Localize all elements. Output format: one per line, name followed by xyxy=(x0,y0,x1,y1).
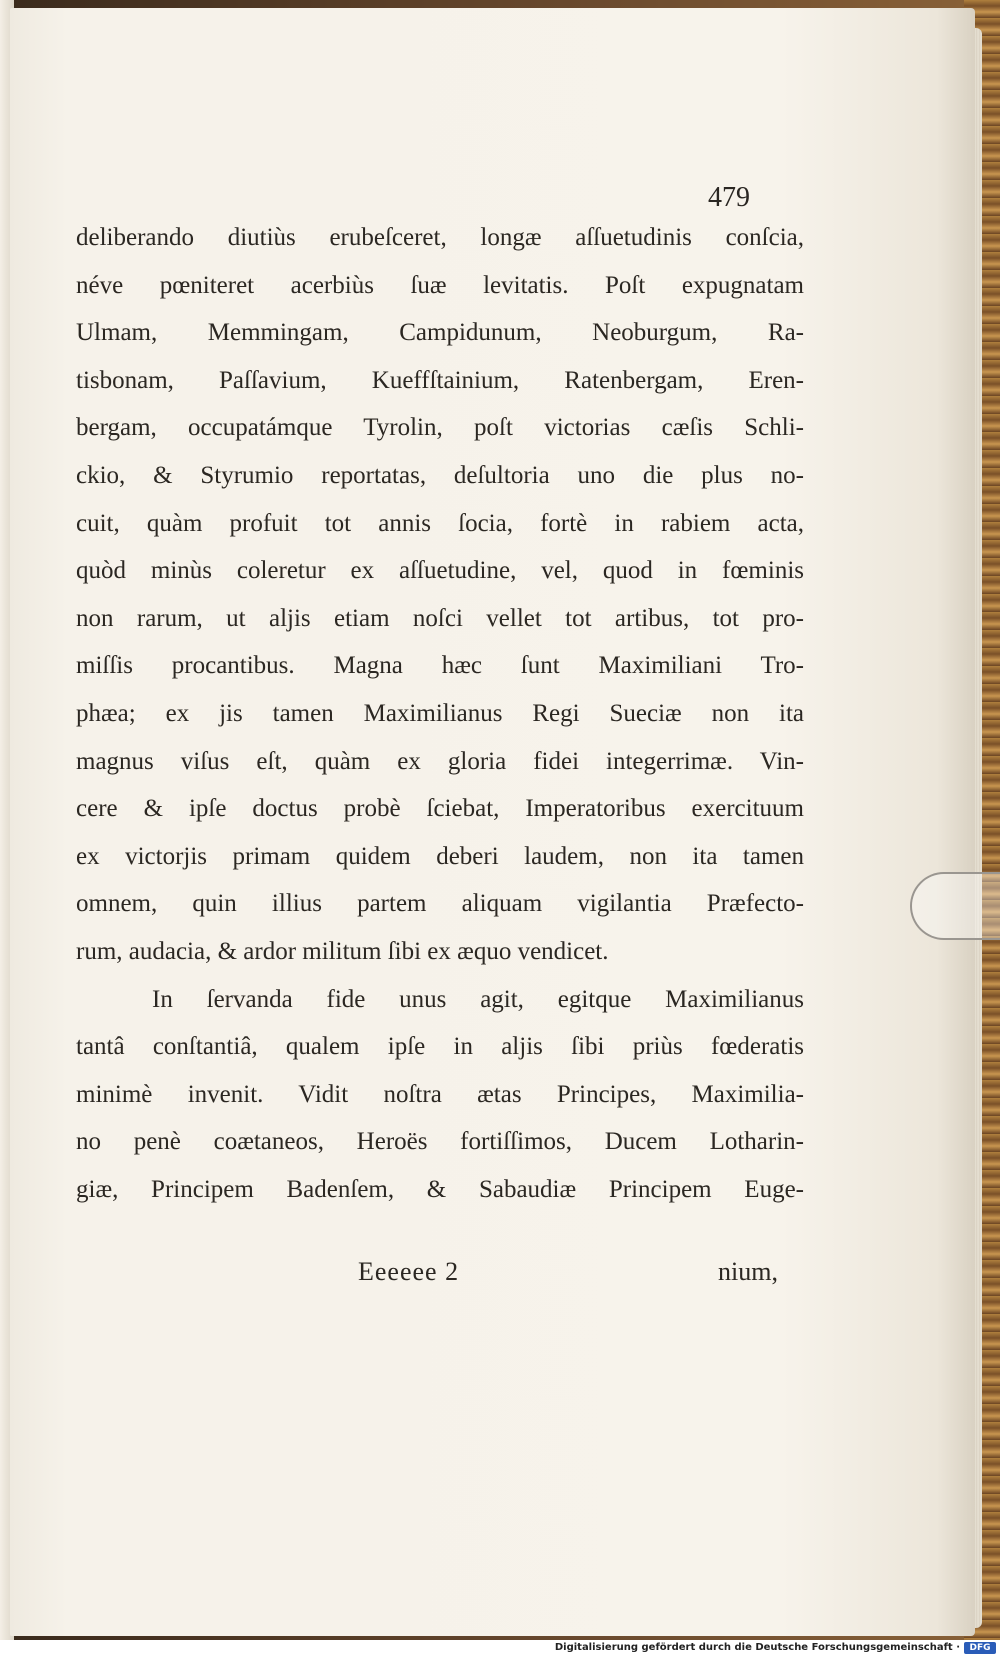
text-line: cere & ipſe doctus probè ſciebat, Imperatoribus exercituum xyxy=(76,795,804,823)
text-line: bergam, occupatámque Tyrolin, poſt victorias cæſis Schli- xyxy=(76,414,804,442)
text-line: tantâ conſtantiâ, qualem ipſe in aljis ſibi priùs fœderatis xyxy=(76,1033,804,1061)
text-line: miſſis procantibus. Magna hæc ſunt Maximiliani Tro- xyxy=(76,652,804,680)
text-line: giæ, Principem Badenſem, & Sabaudiæ Principem Euge- xyxy=(76,1175,804,1203)
bookmark-clip xyxy=(910,872,1000,940)
text-line: cuit, quàm profuit tot annis ſocia, fortè in rabiem acta, xyxy=(76,509,804,537)
body-text xyxy=(76,214,804,1213)
dfg-logo: DFG xyxy=(964,1642,996,1654)
text-line: omnem, quin illius partem aliquam vigilantia Præfecto- xyxy=(76,890,804,918)
signature-mark: Eeeeee 2 xyxy=(358,1257,460,1286)
text-line: magnus viſus eſt, quàm ex gloria fidei integerrimæ. Vin- xyxy=(76,747,804,775)
text-line: ex victorjis primam quidem deberi laudem, non ita tamen xyxy=(76,842,804,870)
catchword: nium, xyxy=(718,1257,778,1286)
page-number: 479 xyxy=(708,182,750,213)
credit-bar xyxy=(0,1640,1000,1657)
text-line: ckio, & Styrumio reportatas, deſultoria uno die plus no- xyxy=(76,461,804,489)
text-line: rum, audacia, & ardor militum ſibi ex æquo vendicet. xyxy=(76,937,609,965)
text-line: Ulmam, Memmingam, Campidunum, Neoburgum, Ra- xyxy=(76,319,804,347)
text-line: tisbonam, Paſſavium, Kueffſtainium, Ratenbergam, Eren- xyxy=(76,366,804,394)
text-line: deliberando diutiùs erubeſceret, longæ aſſuetudinis conſcia, xyxy=(76,224,804,251)
text-line: minimè invenit. Vidit noſtra ætas Principes, Maximilia- xyxy=(76,1080,804,1108)
page-footer xyxy=(76,1257,804,1297)
credit-text: Digitalisierung gefördert durch die Deutsche Forschungsgemeinschaft · xyxy=(554,1642,960,1653)
text-line: néve pœniteret acerbiùs ſuæ levitatis. Poſt expugnatam xyxy=(76,271,804,299)
text-line: non rarum, ut aljis etiam noſci vellet tot artibus, tot pro- xyxy=(76,604,804,632)
text-line: quòd minùs coleretur ex aſſuetudine, vel, quod in fœminis xyxy=(76,557,804,585)
text-line: phæa; ex jis tamen Maximilianus Regi Sueciæ non ita xyxy=(76,699,804,727)
paragraph-start-line: In ſervanda fide unus agit, egitque Maximilianus xyxy=(152,985,804,1013)
text-line: no penè coætaneos, Heroës fortiſſimos, Ducem Lotharin- xyxy=(76,1128,804,1156)
